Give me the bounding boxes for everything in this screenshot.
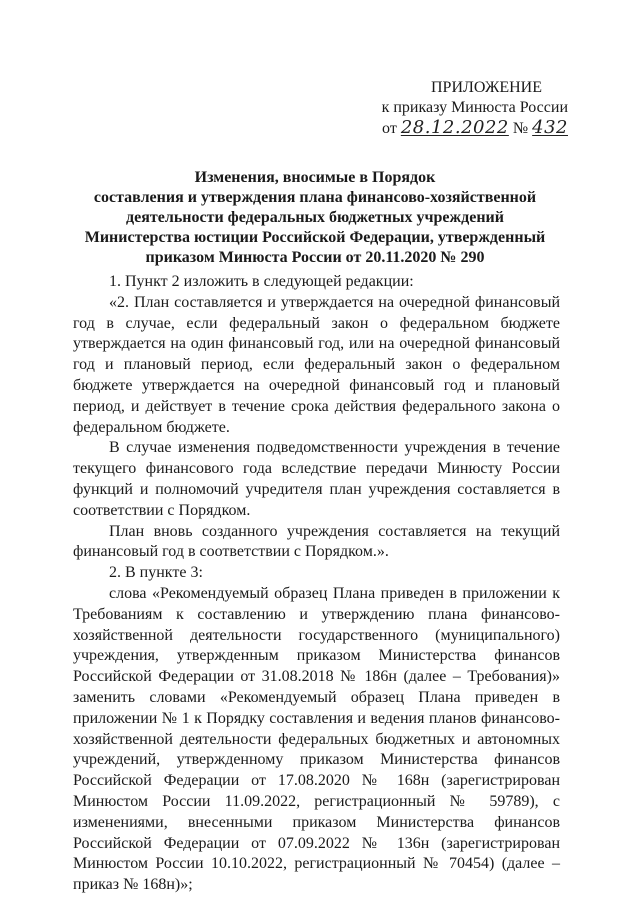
item-2-heading: 2. В пункте 3: (109, 564, 203, 582)
document-body (73, 272, 560, 896)
title-line: составления и утверждения плана финансово-хозяйственной (93, 189, 537, 206)
appendix-order-ref: к приказу Минюста России (381, 99, 568, 116)
title-line: деятельности федеральных бюджетных учреждений (126, 209, 504, 226)
handwritten-number: 432 (532, 117, 568, 138)
paragraph: «2. План составляется и утверждается на очередной финансовый год в случае, если федеральный закон о федеральном бюджете утверждается на один финансовый год, или на очередной финансовый год и плановый период, если федеральный закон о федеральном бюджете утверждается на очередной финансовый год и плановый период, и действует в течение срока действия федерального закона о федеральном бюджете. (73, 293, 560, 436)
paragraph: План вновь созданного учреждения составляется на текущий финансовый год в соответствии с Порядком.». (73, 522, 560, 561)
title-line: Министерства юстиции Российской Федерации, утвержденный (84, 229, 546, 246)
handwritten-date: 28.12.2022 (400, 117, 509, 138)
appendix-title: ПРИЛОЖЕНИЕ (430, 79, 542, 96)
item-1-heading: 1. Пункт 2 изложить в следующей редакции: (109, 273, 414, 290)
appendix-date-line (382, 118, 568, 139)
title-line: приказом Минюста России от 20.11.2020 № 290 (145, 249, 485, 266)
document-title (60, 168, 570, 268)
paragraph: В случае изменения подведомственности учреждения в течение текущего финансового года вследствие передачи Минюсту России функций и полномочий учредителя план учреждения составляется в соответствии с Порядком. (73, 439, 560, 519)
appendix-header (382, 78, 568, 139)
from-prefix: от (382, 120, 397, 137)
number-sign: № (512, 120, 529, 137)
paragraph: слова «Рекомендуемый образец Плана приведен в приложении к Требованиям к составлению и утверждению плана финансово-хозяйственной деятельности государственного (муниципального) учреждения, утвержденным приказом Министерства финансов Российской Федерации от 31.08.2018 № 186н (далее – Требования)» заменить словами «Рекомендуемый образец Плана приведен в приложении № 1 к Порядку составления и ведения планов финансово-хозяйственной деятельности федеральных бюджетных и автономных учреждений, утвержденному приказом Министерства финансов Российской Федерации от 17.08.2020 № 168н (зарегистрирован Минюстом России 11.09.2022, регистрационный № 59789), с изменениями, внесенными приказом Министерства финансов Российской Федерации от 07.09.2022 № 136н (зарегистрирован Минюстом России 10.10.2022, регистрационный № 70454) (далее – приказ № 168н)»; (73, 584, 560, 894)
title-line: Изменения, вносимые в Порядок (194, 169, 436, 186)
